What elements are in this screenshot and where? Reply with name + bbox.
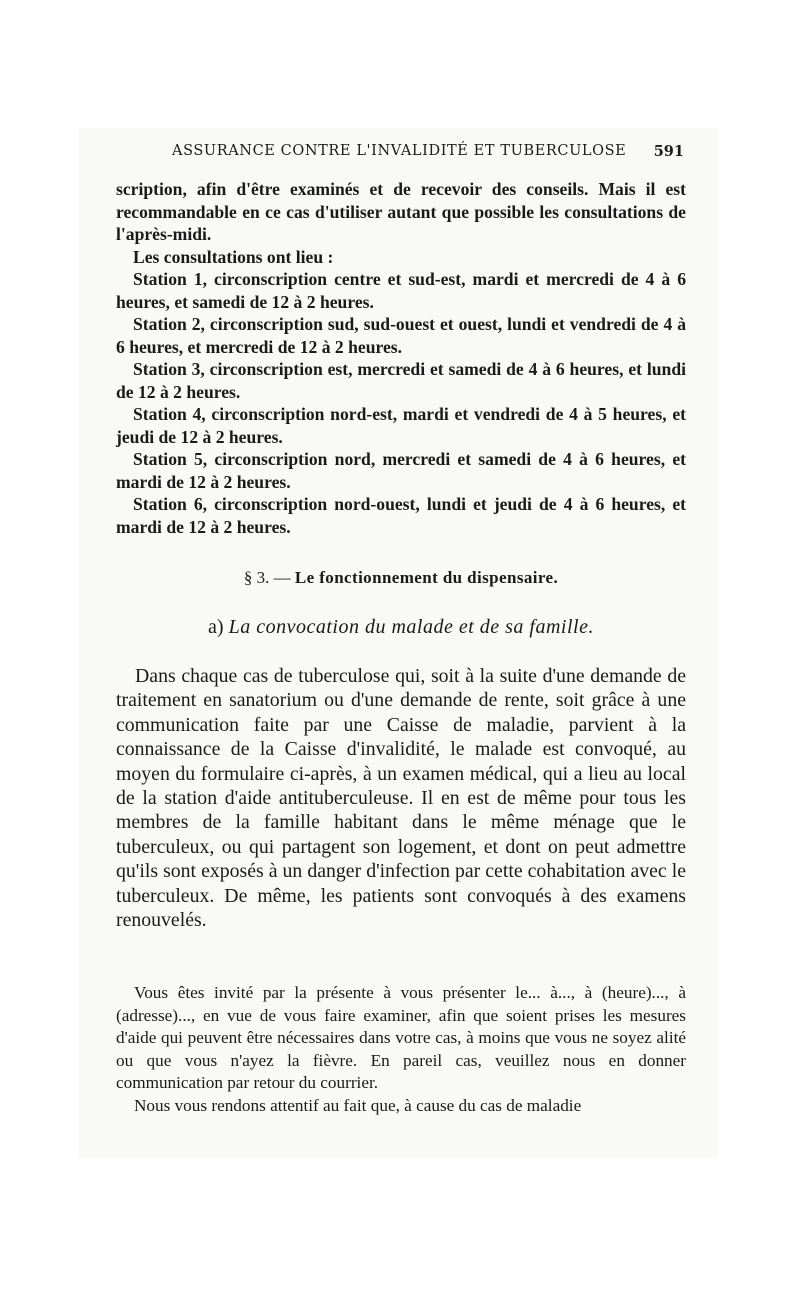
paragraph-station-5: Station 5, circonscription nord, mercredi et samedi de 4 à 6 heures, et mardi de 12 à 2 heures. xyxy=(116,449,686,492)
subsection-heading xyxy=(116,616,686,639)
paragraph-station-6: Station 6, circonscription nord-ouest, lundi et jeudi de 4 à 6 heures, et mardi de 12 à 2 heures. xyxy=(116,494,686,537)
running-head-title: ASSURANCE CONTRE L'INVALIDITÉ ET TUBERCULOSE xyxy=(172,143,627,159)
paragraph-station-4: Station 4, circonscription nord-est, mardi et vendredi de 4 à 5 heures, et jeudi de 12 à 2 heures. xyxy=(116,404,686,447)
paragraph-form-invitation: Vous êtes invité par la présente à vous présenter le... à..., à (heure)..., à (adresse)..., en vue de vous faire examiner, afin que soient prises les mesures d'aide qui peuvent être nécessaires dans votre cas, à moins que vous ne soyez alité ou que vous n'ayez la fièvre. En pareil cas, veuillez nous en donner communication par retour du courrier. xyxy=(116,983,686,1093)
paragraph-station-1: Station 1, circonscription centre et sud-est, mardi et mercredi de 4 à 6 heures, et samedi de 12 à 2 heures. xyxy=(116,269,686,312)
section-heading xyxy=(116,568,686,588)
paragraph-station-2: Station 2, circonscription sud, sud-ouest et ouest, lundi et vendredi de 4 à 6 heures, et mercredi de 12 à 2 heures. xyxy=(116,314,686,357)
intro-text xyxy=(116,178,686,538)
paragraph-consultations-intro: Les consultations ont lieu : xyxy=(133,246,334,267)
paragraph-convocation: Dans chaque cas de tuberculose qui, soit à la suite d'une demande de traitement en sanatorium ou d'une demande de rente, soit grâce à une communication faite par une Caisse de maladie, parvient à la connaissance de la Caisse d'invalidité, le malade est convoqué, au moyen du formulaire ci-après, à un examen médical, qui a lieu au local de la station d'aide antituberculeuse. Il en est de même pour tous les membres de la famille habitant dans le même ménage que le tuberculeux, ou qui partagent son logement, et dont on peut admettre qu'ils sont exposés à un danger d'infection par cette cohabitation avec le tuberculeux. De même, les patients sont convoqués à des examens renouvelés. xyxy=(116,665,686,932)
running-head xyxy=(118,143,684,165)
subsection-label: a) xyxy=(208,616,224,638)
section-title: Le fonctionnement du dispensaire. xyxy=(294,568,559,587)
subsection-title: La convocation du malade et de sa famille. xyxy=(228,616,594,638)
page-number: 591 xyxy=(653,143,684,160)
paragraph-station-3: Station 3, circonscription est, mercredi et samedi de 4 à 6 heures, et lundi de 12 à 2 heures. xyxy=(116,359,686,402)
form-text xyxy=(116,982,686,1118)
main-text xyxy=(116,664,686,932)
section-number: § 3. — xyxy=(243,568,291,587)
paragraph-continuation: scription, afin d'être examinés et de recevoir des conseils. Mais il est recommandable en ce cas d'utiliser autant que possible les consultations de l'après-midi. xyxy=(116,179,686,244)
paragraph-form-notice: Nous vous rendons attentif au fait que, à cause du cas de maladie xyxy=(134,1095,582,1115)
